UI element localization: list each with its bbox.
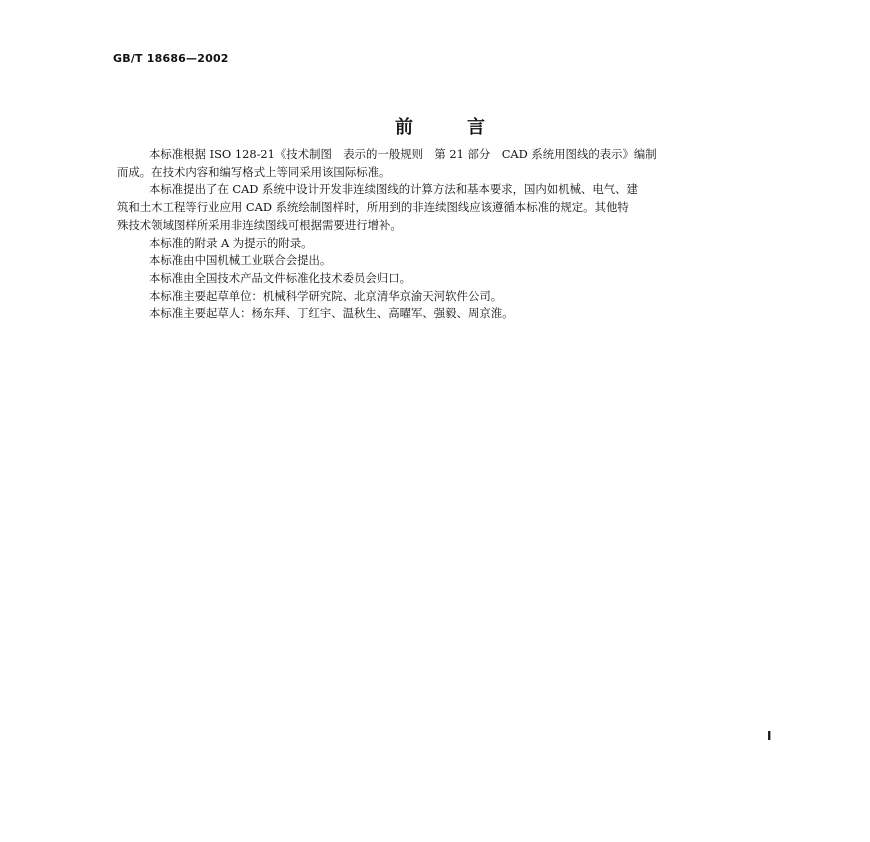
- foreword-body: [117, 146, 801, 323]
- paragraph-line: 殊技术领域图样所采用非连续图线可根据需要进行增补。: [117, 217, 402, 232]
- paragraph-4: [117, 252, 801, 270]
- paragraph-6: [117, 288, 801, 306]
- paragraph-line: 本标准由中国机械工业联合会提出。: [149, 253, 332, 268]
- paragraph-1: [117, 146, 801, 181]
- paragraph-line: 而成。在技术内容和编写格式上等同采用该国际标准。: [117, 164, 391, 179]
- paragraph-line: 本标准提出了在 CAD 系统中设计开发非连续图线的计算方法和基本要求，国内如机械、电气、建: [149, 182, 638, 197]
- paragraph-line: 筑和土木工程等行业应用 CAD 系统绘制图样时，所用到的非连续图线应该遵循本标准的规定。其他特: [117, 200, 629, 215]
- section-title: [395, 113, 485, 139]
- paragraph-line: 本标准主要起草人：杨东拜、丁红宇、温秋生、高曜军、强毅、周京淮。: [149, 306, 514, 321]
- paragraph-line: 本标准主要起草单位：机械科学研究院、北京清华京渝天河软件公司。: [149, 288, 503, 303]
- paragraph-3: [117, 235, 801, 253]
- paragraph-5: [117, 270, 801, 288]
- paragraph-7: [117, 305, 801, 323]
- section-title-char-2: 言: [467, 117, 485, 138]
- paragraph-line: 本标准根据 ISO 128-21《技术制图 表示的一般规则 第 21 部分 CAD 系统用图线的表示》编制: [149, 147, 657, 161]
- page-number: I: [767, 729, 772, 743]
- paragraph-2: [117, 181, 801, 234]
- paragraph-line: 本标准的附录 A 为提示的附录。: [149, 235, 313, 250]
- standard-code: GB/T 18686—2002: [113, 52, 229, 65]
- paragraph-line: 本标准由全国技术产品文件标准化技术委员会归口。: [149, 270, 411, 285]
- section-title-char-1: 前: [395, 117, 413, 138]
